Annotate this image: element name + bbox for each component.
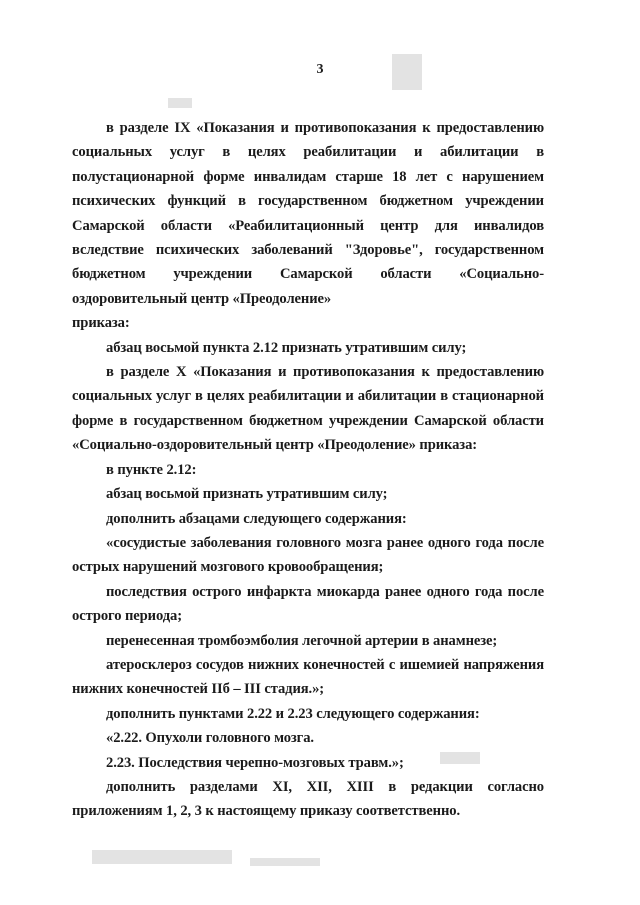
paragraph-point-2-23: 2.23. Последствия черепно-мозговых травм.»; xyxy=(106,754,404,771)
scan-noise xyxy=(168,98,192,108)
paragraph-abolish-eighth: абзац восьмой признать утратившим силу; xyxy=(106,486,388,503)
scan-noise xyxy=(92,850,232,864)
paragraph-add-paragraphs: дополнить абзацами следующего содержания: xyxy=(106,510,407,527)
page-number: 3 xyxy=(316,62,324,77)
scan-noise xyxy=(250,858,320,866)
scan-noise xyxy=(440,752,480,764)
paragraph-add-sections: дополнить разделами XI, XII, XIII в редакции согласно приложениям 1, 2, 3 к настоящему приказу соответственно. xyxy=(72,778,544,820)
paragraph-point-2-22: «2.22. Опухоли головного мозга. xyxy=(106,730,314,747)
paragraph-order-word: приказа: xyxy=(72,315,130,332)
paragraph-add-points: дополнить пунктами 2.22 и 2.23 следующего содержания: xyxy=(106,705,480,722)
scan-noise xyxy=(392,54,422,90)
paragraph-abolish-2-12: абзац восьмой пункта 2.12 признать утратившим силу; xyxy=(106,339,467,356)
paragraph-section-ix: в разделе IX «Показания и противопоказания к предоставлению социальных услуг в целях реабилитации и абилитации в полустационарной форме инвалидам старше 18 лет с нарушением психических функций в государственном бюджетном учреждении Самарской области «Реабилитационный центр для инвалидов вследствие психических заболеваний "Здоровье", государственном бюджетном учреждении Самарской области «Социально-оздоровительный центр «Преодоление» xyxy=(72,120,544,307)
paragraph-atherosclerosis: атеросклероз сосудов нижних конечностей с ишемией напряжения нижних конечностей IIб – III стадия.»; xyxy=(72,656,544,698)
document-body xyxy=(72,116,544,824)
paragraph-thromboembolism: перенесенная тромбоэмболия легочной артерии в анамнезе; xyxy=(106,632,498,649)
paragraph-point-2-12: в пункте 2.12: xyxy=(106,461,197,478)
paragraph-vascular-diseases: «сосудистые заболевания головного мозга ранее одного года после острых нарушений мозгового кровообращения; xyxy=(72,534,544,576)
paragraph-section-x: в разделе X «Показания и противопоказания к предоставлению социальных услуг в целях реабилитации и абилитации в стационарной форме в государственном бюджетном учреждении Самарской области «Социально-оздоровительный центр «Преодоление» приказа: xyxy=(72,364,544,454)
paragraph-myocardial-infarction: последствия острого инфаркта миокарда ранее одного года после острого периода; xyxy=(72,583,544,625)
